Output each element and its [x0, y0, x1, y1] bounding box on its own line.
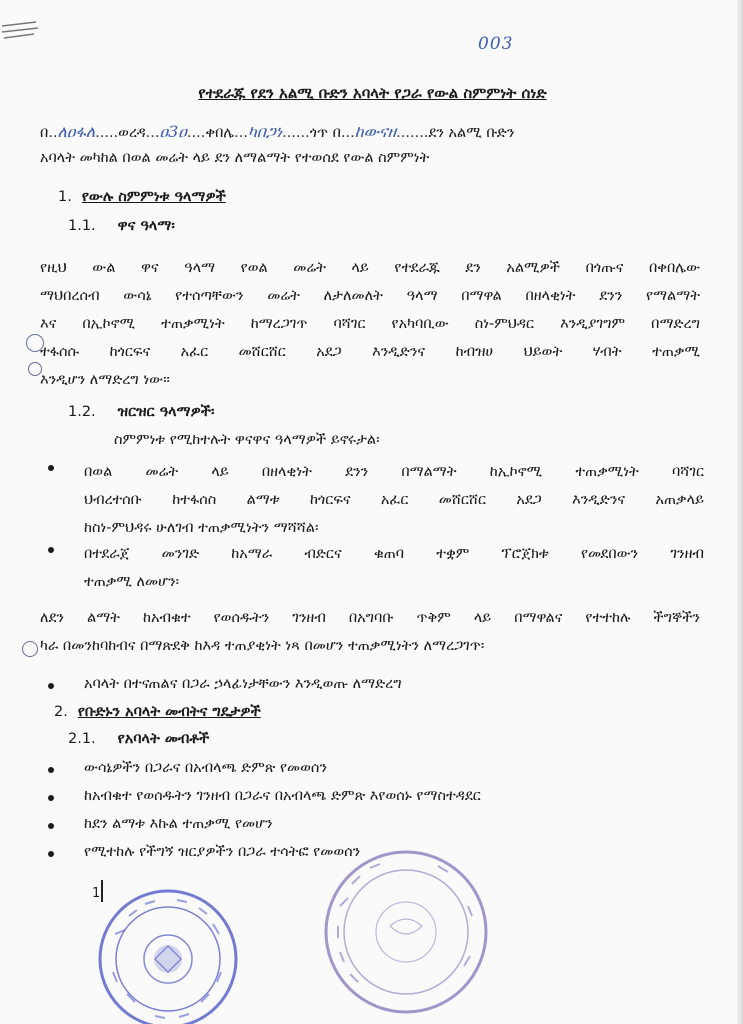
intro-group-label: ደን አልሚ ቡድን: [428, 125, 515, 141]
paragraph-loan-use: [40, 604, 700, 660]
section-1-heading: [58, 189, 226, 205]
list-item-text: የሚተከሉ የችግኝ ዝርያዎችን በጋራ ተሳትፎ የመወሰን: [84, 844, 361, 860]
subsection-1-1-heading: [68, 218, 175, 234]
right-official-stamp: [318, 846, 493, 1021]
paragraph-main-goal: [40, 254, 700, 394]
paragraph-line: የዚህ ውል ዋና ዓላማ የወል መሬት ላይ የተደራጁ ደን አልሚዎች በጎጡና በቀበሌው: [40, 260, 700, 276]
bullet-dot: [48, 795, 54, 801]
list-line: በተደራጀ መንገድ ከአማራ ብድርና ቁጠባ ተቋም ፕሮጀክቱ የመደበውን ገንዘብ: [84, 546, 704, 562]
section-2-number: 2.: [54, 704, 68, 720]
scan-right-edge: [737, 0, 743, 1024]
list-item: [48, 760, 708, 784]
list-item: [48, 816, 708, 840]
pen-mark: [26, 334, 44, 352]
list-item: [48, 788, 708, 812]
list-item-text: [84, 540, 704, 596]
subsection-1-1-title: ዋና ዓላማ፡: [117, 218, 175, 234]
subsection-1-1-number: 1.1.: [68, 218, 96, 234]
subsection-2-1-number: 2.1.: [68, 731, 96, 747]
paragraph-line: ማህበረሰብ ውሳኔ የተሰጣቸውን መሬት ለታለመለት ዓላማ በማዋል በዘላቂነት ደንን የማልማት: [40, 288, 700, 304]
section-1-title: የውሉ ስምምነቱ ዓላማዎች: [81, 189, 226, 205]
document-title: የተደራጁ የደን አልሚ ቡድን አባላት የጋራ የውል ስምምነት ሰነድ: [198, 84, 547, 102]
handwritten-district: ለዐፋለ: [57, 122, 96, 141]
list-item-text: ከደን ልማቱ እኩል ተጠቃሚ የመሆን: [84, 816, 273, 832]
list-item-text: ውሳኔዎችን በጋራና በአብላጫ ድምጽ የመወሰን: [84, 760, 328, 776]
list-line: ከስነ-ምህዳሩ ሁለገብ ተጠቃሚነትን ማሻሻል፡: [84, 520, 319, 536]
list-line: በወል መሬት ላይ በዘላቂነት ደንን በማልማት ከኢኮኖሚ ተጠቃሚነት ባሻገር: [84, 464, 704, 480]
list-item: [48, 676, 708, 700]
paragraph-line: እንዲሆን ለማድረግ ነው፡፡: [40, 372, 170, 388]
list-item-text: ከአብቁተ የወሰዱትን ገንዘብ በጋራና በአብላጫ ድምጽ እየወሰኑ የማስተዳደር: [84, 788, 481, 804]
bullet-dot: [48, 767, 54, 773]
intro-woreda-label: ወረዳ: [118, 125, 146, 141]
list-item-text: [84, 458, 704, 542]
scan-edge-mark: [0, 18, 40, 48]
list-line: ህብረተሰቡ ከተፋሰስ ልማቱ ከጎርፍና አፈር መሸርሸር አደጋ እንዲድንና አጠቃላይ: [84, 492, 704, 508]
specific-goals-intro: ስምምነቱ የሚከተሉት ዋናዋና ዓላማዎች ይኖሩታል፡: [114, 432, 380, 448]
handwritten-woreda-number: ዐ3ዐ: [159, 122, 187, 141]
bullet-dot: [48, 851, 54, 857]
subsection-2-1-heading: [68, 731, 209, 747]
section-1-number: 1.: [58, 189, 72, 205]
subsection-1-2-title: ዝርዝር ዓላማዎች፡: [117, 404, 215, 420]
intro-got-label: ጎጥ በ: [309, 125, 341, 141]
subsection-2-1-title: የአባላት መብቶች: [117, 731, 210, 747]
handwritten-kebele: ካበጋነ: [247, 122, 283, 141]
list-item-text: አባላት በተናጠልና በጋራ ኃላፊነታቸውን እንዲወጡ ለማድረግ: [84, 676, 402, 692]
left-official-stamp: [95, 884, 245, 1024]
paragraph-line: ለደን ልማት ከአብቁተ የወሰዱትን ገንዘብ በአግባቡ ጥቅም ላይ በማዋልና የተተከሉ ችግኞችን: [40, 610, 700, 626]
bullet-dot: [48, 465, 54, 471]
section-2-title: የቡድኑን አባላት መብትና ግዴታዎች: [77, 704, 261, 720]
intro-prefix: በ: [40, 125, 49, 141]
handwritten-got: ከውናዘ: [354, 122, 397, 141]
paragraph-line: ካራ በመንከባከብና በማጽደቅ ከእዳ ተጠያቂነት ነጻ በመሆን ተጠቃሚነትን ለማረጋገጥ፡: [40, 638, 485, 654]
pen-mark: [28, 362, 42, 376]
intro-line-1: በ..ለዐፋለ.....ወረዳ...ዐ3ዐ....ቀበሌ...ካበጋነ......ጎጥ በ...ከውናዘ.......ደን አልሚ ቡድን: [40, 122, 515, 141]
bullet-dot: [48, 683, 54, 689]
subsection-1-2-heading: [68, 404, 214, 420]
bullet-dot: [48, 547, 54, 553]
bullet-dot: [48, 823, 54, 829]
section-2-heading: [54, 704, 261, 720]
pen-mark: [22, 641, 38, 657]
list-item: [48, 540, 708, 600]
paragraph-line: ተፋሰሱ ከጎርፍና አፈር መሸርሸር አደጋ እንዲድንና ከብዝሀ ህይወት ሃብት ተጠቃሚ: [40, 344, 700, 360]
handwritten-page-id: 003: [478, 34, 514, 54]
intro-line-2: አባላት መካከል በወል መሬት ላይ ደን ለማልማት የተወሰደ የውል ስምምነት: [40, 150, 430, 166]
subsection-1-2-number: 1.2.: [68, 404, 96, 420]
page-number: 1: [92, 886, 101, 901]
list-line: ተጠቃሚ ለመሆን፡: [84, 574, 180, 590]
intro-kebele-label: ቀበሌ: [205, 125, 235, 141]
list-item: [48, 458, 708, 548]
paragraph-line: እና በኢኮኖሚ ተጠቃሚነት ከማረጋገጥ ባሻገር የአካባቢው ስነ-ምህዳር እንዲያገግም በማድረግ: [40, 316, 700, 332]
